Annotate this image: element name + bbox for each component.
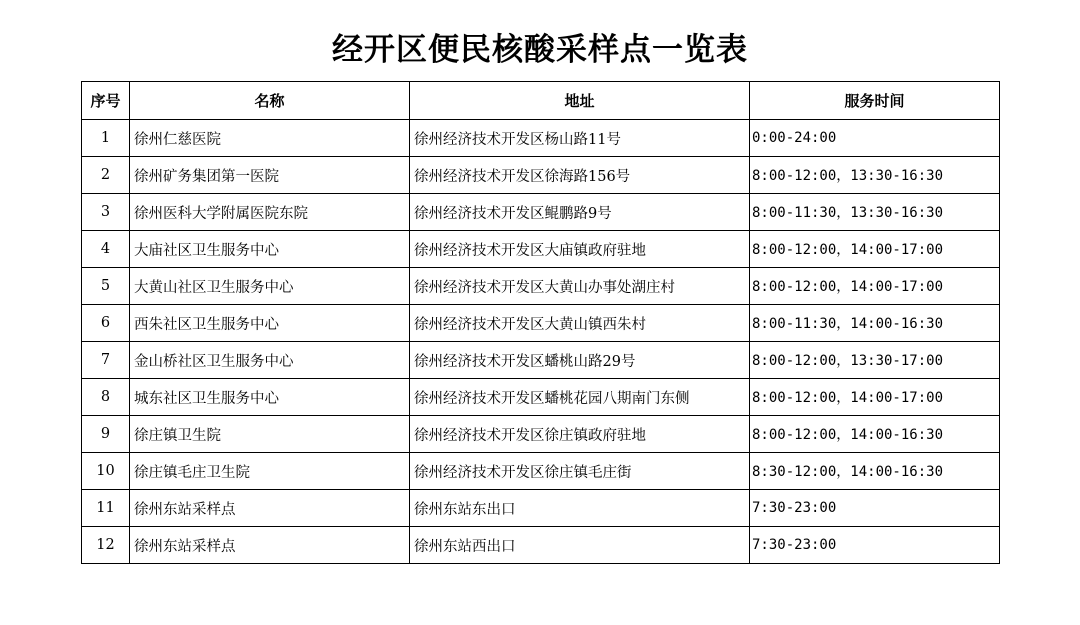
cell-hours: 8:00-11:30，13:30-16:30 (750, 194, 1000, 231)
cell-address: 徐州经济技术开发区杨山路11号 (410, 120, 750, 157)
cell-no: 8 (82, 379, 130, 416)
header-address: 地址 (410, 82, 750, 120)
cell-name: 徐庄镇卫生院 (130, 416, 410, 453)
cell-no: 7 (82, 342, 130, 379)
table-row (82, 157, 1000, 194)
cell-hours: 7:30-23:00 (750, 527, 1000, 564)
cell-name: 金山桥社区卫生服务中心 (130, 342, 410, 379)
cell-name: 大庙社区卫生服务中心 (130, 231, 410, 268)
header-hours: 服务时间 (750, 82, 1000, 120)
header-name: 名称 (130, 82, 410, 120)
cell-address: 徐州经济技术开发区大黄山办事处湖庄村 (410, 268, 750, 305)
cell-no: 3 (82, 194, 130, 231)
table-row (82, 305, 1000, 342)
table-row (82, 231, 1000, 268)
cell-address: 徐州经济技术开发区大黄山镇西朱村 (410, 305, 750, 342)
cell-address: 徐州经济技术开发区大庙镇政府驻地 (410, 231, 750, 268)
cell-address: 徐州经济技术开发区徐庄镇毛庄街 (410, 453, 750, 490)
table-row (82, 527, 1000, 564)
cell-address: 徐州经济技术开发区鲲鹏路9号 (410, 194, 750, 231)
header-no: 序号 (82, 82, 130, 120)
cell-hours: 8:00-12:00，14:00-16:30 (750, 416, 1000, 453)
cell-address: 徐州东站东出口 (410, 490, 750, 527)
cell-no: 12 (82, 527, 130, 564)
cell-name: 徐庄镇毛庄卫生院 (130, 453, 410, 490)
cell-no: 5 (82, 268, 130, 305)
cell-address: 徐州东站西出口 (410, 527, 750, 564)
cell-no: 4 (82, 231, 130, 268)
cell-name: 徐州东站采样点 (130, 527, 410, 564)
cell-no: 6 (82, 305, 130, 342)
table-row (82, 120, 1000, 157)
cell-name: 徐州矿务集团第一医院 (130, 157, 410, 194)
table-row (82, 453, 1000, 490)
cell-hours: 8:00-12:00，13:30-16:30 (750, 157, 1000, 194)
cell-hours: 8:00-12:00，14:00-17:00 (750, 231, 1000, 268)
table-row (82, 342, 1000, 379)
cell-address: 徐州经济技术开发区蟠桃花园八期南门东侧 (410, 379, 750, 416)
cell-no: 9 (82, 416, 130, 453)
cell-no: 1 (82, 120, 130, 157)
cell-hours: 8:30-12:00，14:00-16:30 (750, 453, 1000, 490)
cell-hours: 8:00-12:00，14:00-17:00 (750, 268, 1000, 305)
table-row (82, 194, 1000, 231)
cell-no: 10 (82, 453, 130, 490)
cell-name: 西朱社区卫生服务中心 (130, 305, 410, 342)
table-body (82, 120, 1000, 564)
cell-hours: 7:30-23:00 (750, 490, 1000, 527)
cell-address: 徐州经济技术开发区徐庄镇政府驻地 (410, 416, 750, 453)
cell-hours: 8:00-11:30，14:00-16:30 (750, 305, 1000, 342)
table-row (82, 416, 1000, 453)
cell-address: 徐州经济技术开发区蟠桃山路29号 (410, 342, 750, 379)
cell-name: 城东社区卫生服务中心 (130, 379, 410, 416)
cell-name: 徐州仁慈医院 (130, 120, 410, 157)
cell-name: 徐州医科大学附属医院东院 (130, 194, 410, 231)
cell-name: 大黄山社区卫生服务中心 (130, 268, 410, 305)
table-row (82, 490, 1000, 527)
table-header-row (82, 82, 1000, 120)
sampling-sites-table (81, 81, 1000, 564)
cell-hours: 8:00-12:00，13:30-17:00 (750, 342, 1000, 379)
cell-name: 徐州东站采样点 (130, 490, 410, 527)
cell-no: 11 (82, 490, 130, 527)
cell-hours: 8:00-12:00，14:00-17:00 (750, 379, 1000, 416)
cell-address: 徐州经济技术开发区徐海路156号 (410, 157, 750, 194)
cell-hours: 0:00-24:00 (750, 120, 1000, 157)
table-row (82, 268, 1000, 305)
cell-no: 2 (82, 157, 130, 194)
page-title: 经开区便民核酸采样点一览表 (332, 32, 748, 68)
table-row (82, 379, 1000, 416)
